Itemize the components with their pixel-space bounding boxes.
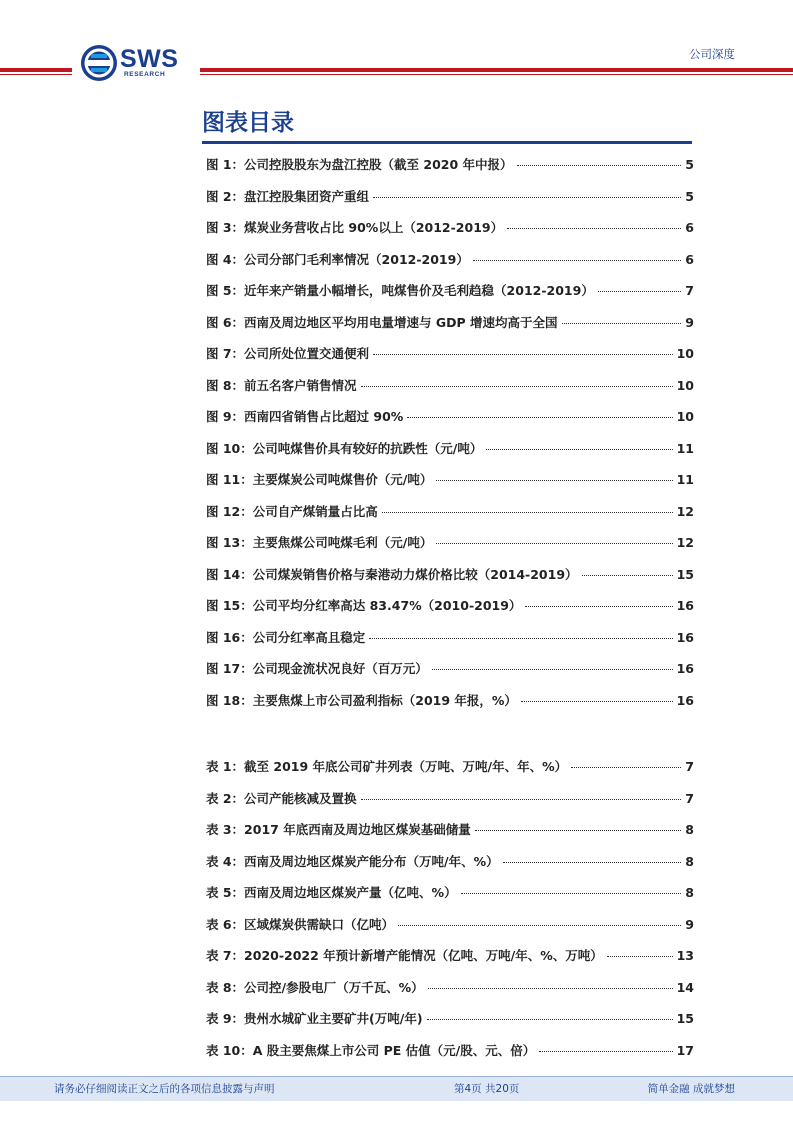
- figure-entry[interactable]: [206, 470, 694, 502]
- figure-entry[interactable]: [206, 407, 694, 439]
- figure-entry-page[interactable]: 11: [676, 440, 694, 456]
- figure-entry-label[interactable]: 图 4：公司分部门毛利率情况（2012-2019）: [206, 251, 469, 267]
- table-entry-page[interactable]: 9: [685, 916, 694, 932]
- figure-entry-page[interactable]: 11: [676, 472, 694, 487]
- page-footer: [0, 1076, 793, 1101]
- leader-dots: [571, 767, 681, 768]
- header-rule-right: [200, 68, 793, 72]
- figure-entry[interactable]: [206, 502, 694, 534]
- leader-dots: [582, 575, 673, 576]
- table-entry-page[interactable]: 14: [676, 979, 694, 995]
- leader-dots: [507, 228, 681, 229]
- table-entry-label[interactable]: 表 6：区域煤炭供需缺口（亿吨）: [206, 916, 395, 932]
- table-entry[interactable]: [206, 789, 694, 821]
- figure-entry-label[interactable]: 图 18：主要焦煤上市公司盈利指标（2019 年报，%）: [206, 692, 517, 708]
- leader-dots: [486, 449, 672, 450]
- figure-entry-page[interactable]: 15: [676, 566, 694, 582]
- leader-dots: [427, 1019, 673, 1020]
- leader-dots: [521, 701, 673, 702]
- table-entry-label[interactable]: 表 9：贵州水城矿业主要矿井(万吨/年): [206, 1011, 423, 1026]
- table-entry-label[interactable]: 表 4：西南及周边地区煤炭产能分布（万吨/年、%）: [206, 853, 499, 869]
- figure-entry-label[interactable]: 图 1：公司控股股东为盘江控股（截至 2020 年中报）: [206, 157, 513, 172]
- leader-dots: [369, 638, 672, 639]
- footer-disclaimer: 请务必仔细阅读正文之后的各项信息披露与声明: [54, 1083, 275, 1095]
- figure-entry-label[interactable]: 图 13：主要焦煤公司吨煤毛利（元/吨）: [206, 535, 433, 550]
- header-rule-right-thin: [200, 74, 793, 75]
- figure-entry-label[interactable]: 图 10：公司吨煤售价具有较好的抗跌性（元/吨）: [206, 440, 483, 456]
- figure-entry-page[interactable]: 5: [685, 157, 694, 172]
- leader-dots: [539, 1051, 672, 1052]
- leader-dots: [461, 893, 682, 894]
- leader-dots: [382, 512, 673, 513]
- table-entry[interactable]: [206, 883, 694, 915]
- table-entry-page[interactable]: 8: [685, 853, 694, 869]
- figure-entry[interactable]: [206, 691, 694, 723]
- figure-entry-label[interactable]: 图 16：公司分红率高且稳定: [206, 629, 366, 645]
- leader-dots: [436, 480, 672, 481]
- table-entry-page[interactable]: 7: [685, 759, 694, 774]
- figure-entry[interactable]: [206, 659, 694, 691]
- figure-entry-page[interactable]: 16: [676, 692, 694, 708]
- table-entry-page[interactable]: 17: [676, 1042, 694, 1058]
- leader-dots: [503, 862, 682, 863]
- table-entry-page[interactable]: 13: [676, 948, 694, 963]
- figure-entry-label[interactable]: 图 6：西南及周边地区平均用电量增速与 GDP 增速均高于全国: [206, 314, 558, 330]
- leader-dots: [373, 197, 681, 198]
- figure-entry[interactable]: [206, 187, 694, 219]
- figure-entry-label[interactable]: 图 2：盘江控股集团资产重组: [206, 188, 370, 204]
- figure-entry-page[interactable]: 6: [685, 251, 694, 267]
- figure-entry-page[interactable]: 10: [676, 409, 694, 424]
- table-entry-page[interactable]: 15: [676, 1011, 694, 1026]
- table-entry-label[interactable]: 表 10：A 股主要焦煤上市公司 PE 估值（元/股、元、倍）: [206, 1042, 536, 1058]
- figure-entry-page[interactable]: 7: [685, 283, 694, 298]
- table-entry[interactable]: [206, 852, 694, 884]
- leader-dots: [373, 354, 673, 355]
- figure-entry[interactable]: [206, 565, 694, 597]
- leader-dots: [361, 386, 673, 387]
- leader-dots: [517, 165, 682, 166]
- leader-dots: [473, 260, 681, 261]
- leader-dots: [361, 799, 682, 800]
- figure-entry[interactable]: [206, 439, 694, 471]
- figure-entry-page[interactable]: 5: [685, 188, 694, 204]
- footer-page-info: 第4页 共20页: [454, 1083, 520, 1095]
- document-type: 公司深度: [689, 47, 735, 61]
- table-entry[interactable]: [206, 915, 694, 947]
- figure-entry-page[interactable]: 12: [676, 503, 694, 519]
- figure-entry-page[interactable]: 10: [676, 346, 694, 361]
- leader-dots: [525, 606, 672, 607]
- table-entry-label[interactable]: 表 7：2020-2022 年预计新增产能情况（亿吨、万吨/年、%、万吨）: [206, 948, 603, 963]
- table-entry-label[interactable]: 表 3：2017 年底西南及周边地区煤炭基础储量: [206, 822, 471, 837]
- figure-entry[interactable]: [206, 376, 694, 408]
- table-entry-label[interactable]: 表 5：西南及周边地区煤炭产量（亿吨、%）: [206, 885, 457, 900]
- figure-entry-page[interactable]: 6: [685, 220, 694, 235]
- header-rule-left-thin: [0, 74, 72, 75]
- figure-list: [206, 155, 694, 722]
- figure-entry-label[interactable]: 图 17：公司现金流状况良好（百万元）: [206, 661, 428, 676]
- leader-dots: [436, 543, 672, 544]
- table-entry-page[interactable]: 7: [685, 790, 694, 806]
- figure-entry-label[interactable]: 图 15：公司平均分红率高达 83.47%（2010-2019）: [206, 598, 522, 613]
- figure-entry[interactable]: [206, 313, 694, 345]
- figure-entry-label[interactable]: 图 12：公司自产煤销量占比高: [206, 503, 378, 519]
- figure-entry[interactable]: [206, 533, 694, 565]
- table-entry-label[interactable]: 表 2：公司产能核减及置换: [206, 790, 357, 806]
- table-entry-page[interactable]: 8: [685, 885, 694, 900]
- figure-entry-page[interactable]: 16: [676, 661, 694, 676]
- figure-entry[interactable]: [206, 218, 694, 250]
- figure-entry-label[interactable]: 图 11：主要煤炭公司吨煤售价（元/吨）: [206, 472, 433, 487]
- logo-subtext: RESEARCH: [124, 71, 166, 78]
- leader-dots: [398, 925, 681, 926]
- title-underline: [202, 141, 692, 144]
- figure-entry-label[interactable]: 图 7：公司所处位置交通便利: [206, 346, 370, 361]
- table-entry-label[interactable]: 表 8：公司控/参股电厂（万千瓦、%）: [206, 979, 424, 995]
- table-list: [206, 757, 694, 1072]
- leader-dots: [428, 988, 673, 989]
- leader-dots: [598, 291, 681, 292]
- figure-entry-page[interactable]: 12: [676, 535, 694, 550]
- page-title: 图表目录: [202, 110, 294, 136]
- figure-entry-page[interactable]: 9: [685, 314, 694, 330]
- figure-entry-page[interactable]: 16: [676, 629, 694, 645]
- figure-entry-page[interactable]: 16: [676, 598, 694, 613]
- sws-logo: [80, 44, 184, 84]
- figure-entry-label[interactable]: 图 3：煤炭业务营收占比 90%以上（2012-2019）: [206, 220, 504, 235]
- leader-dots: [475, 830, 682, 831]
- leader-dots: [432, 669, 673, 670]
- figure-entry-label[interactable]: 图 14：公司煤炭销售价格与秦港动力煤价格比较（2014-2019）: [206, 566, 578, 582]
- leader-dots: [407, 417, 672, 418]
- table-entry[interactable]: [206, 757, 694, 789]
- table-entry-label[interactable]: 表 1：截至 2019 年底公司矿井列表（万吨、万吨/年、年、%）: [206, 759, 568, 774]
- table-entry[interactable]: [206, 946, 694, 978]
- table-entry[interactable]: [206, 1041, 694, 1073]
- figure-entry[interactable]: [206, 344, 694, 376]
- footer-slogan: 简单金融 成就梦想: [647, 1083, 735, 1095]
- table-entry[interactable]: [206, 978, 694, 1010]
- figure-entry[interactable]: [206, 155, 694, 187]
- figure-entry[interactable]: [206, 596, 694, 628]
- header-rule-left: [0, 68, 72, 72]
- leader-dots: [607, 956, 673, 957]
- table-entry[interactable]: [206, 1009, 694, 1041]
- figure-entry-label[interactable]: 图 5：近年来产销量小幅增长，吨煤售价及毛利趋稳（2012-2019）: [206, 283, 594, 298]
- leader-dots: [562, 323, 682, 324]
- figure-entry-page[interactable]: 10: [676, 377, 694, 393]
- figure-entry[interactable]: [206, 281, 694, 313]
- sws-globe-icon: [80, 44, 118, 82]
- figure-entry-label[interactable]: 图 9：西南四省销售占比超过 90%: [206, 409, 404, 424]
- figure-entry-label[interactable]: 图 8：前五名客户销售情况: [206, 377, 357, 393]
- table-entry-page[interactable]: 8: [685, 822, 694, 837]
- logo-text: SWS: [120, 45, 179, 73]
- figure-entry[interactable]: [206, 628, 694, 660]
- figure-entry[interactable]: [206, 250, 694, 282]
- table-entry[interactable]: [206, 820, 694, 852]
